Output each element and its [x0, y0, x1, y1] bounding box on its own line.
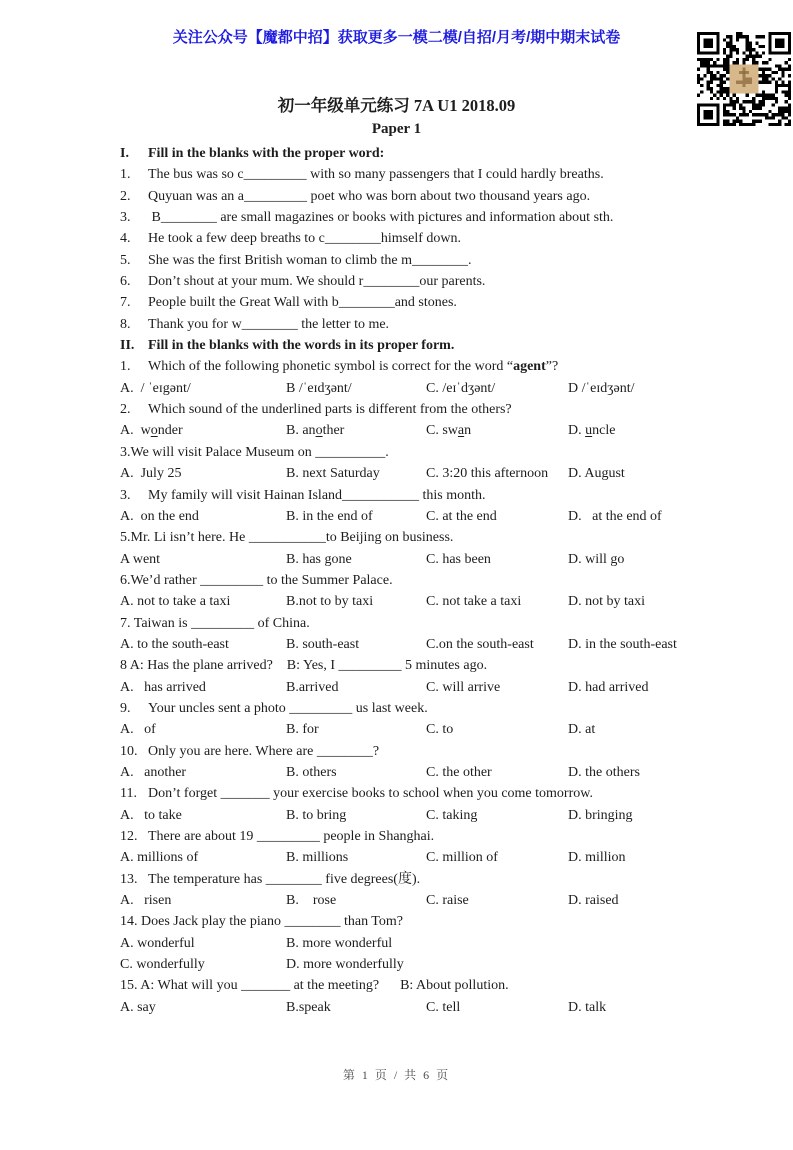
- question-line: [120, 783, 780, 804]
- text-segment: B. rose: [286, 893, 337, 909]
- text-segment: 8 A: Has the plane arrived? B: Yes, I _________ 5 minutes ago.: [120, 658, 488, 674]
- option-cell: [286, 378, 352, 399]
- option-cell: [286, 719, 319, 740]
- question-line: [120, 186, 780, 207]
- text-segment: C. 3:20 this afternoon: [426, 466, 549, 482]
- text-segment: C. raise: [426, 893, 469, 909]
- text-segment: A. of: [120, 722, 156, 738]
- text-segment: C. will arrive: [426, 679, 501, 695]
- option-cell: [286, 506, 373, 527]
- option-cell: [568, 805, 633, 826]
- text-segment: ncle: [592, 423, 616, 439]
- text-segment: A. to take: [120, 807, 182, 823]
- page-title: 初一年级单元练习 7A U1 2018.09: [277, 96, 516, 115]
- question-line: [120, 164, 780, 185]
- option-cell: [120, 506, 199, 527]
- text-segment: D. had arrived: [568, 679, 649, 695]
- option-cell: [120, 847, 198, 868]
- item-text: [148, 488, 486, 503]
- item-number: 3.: [120, 210, 131, 226]
- option-cell: [568, 762, 640, 783]
- option-cell: [426, 997, 460, 1018]
- text-segment: My family will visit Hainan Island___________ this month.: [148, 487, 486, 503]
- item-number: 10.: [120, 743, 138, 759]
- option-cell: [426, 634, 534, 655]
- option-cell: [120, 420, 183, 441]
- item-text: [148, 167, 604, 182]
- text-segment: 7. Taiwan is _________ of China.: [120, 615, 310, 631]
- option-cell: [120, 933, 195, 954]
- option-cell: [426, 591, 521, 612]
- exam-page: [0, 28, 793, 1150]
- text-segment: D /ˈeɪdʒənt/: [568, 380, 635, 396]
- text-segment: ”?: [545, 359, 559, 375]
- item-text: [148, 253, 472, 268]
- text-segment: C. tell: [426, 999, 461, 1015]
- item-text: [148, 359, 558, 374]
- option-cell: [120, 719, 156, 740]
- item-text: [148, 829, 434, 844]
- options-row: [120, 506, 780, 527]
- text-segment: u: [585, 423, 593, 439]
- text-segment: A. not to take a taxi: [120, 594, 231, 610]
- text-segment: C. at the end: [426, 508, 497, 524]
- text-segment: Fill in the blanks with the proper word:: [148, 146, 385, 161]
- text-segment: C. the other: [426, 764, 492, 780]
- text-segment: ther: [322, 423, 345, 439]
- text-segment: B. south-east: [286, 636, 360, 652]
- item-number: 2.: [120, 188, 131, 204]
- qr-code-icon: [697, 32, 791, 126]
- item-number: 3.: [120, 487, 131, 503]
- option-cell: [286, 463, 380, 484]
- text-segment: B. in the end of: [286, 508, 373, 524]
- option-cell: [426, 719, 453, 740]
- text-segment: Thank you for w________ the letter to me.: [148, 316, 390, 332]
- item-number: 2.: [120, 402, 131, 418]
- text-segment: B.speak: [286, 999, 331, 1015]
- option-cell: [120, 805, 182, 826]
- item-number: 8.: [120, 316, 131, 332]
- text-segment: A. / ˈeɪgənt/: [120, 380, 191, 396]
- option-cell: [286, 997, 331, 1018]
- question-line: [120, 826, 780, 847]
- text-segment: D. more wonderfully: [286, 957, 404, 973]
- item-number: II.: [120, 338, 135, 354]
- options-row: [120, 762, 780, 783]
- item-number: 7.: [120, 295, 131, 311]
- text-segment: o: [150, 423, 158, 439]
- question-line: [120, 570, 780, 591]
- text-segment: 15. A: What will you _______ at the meeting? B: About pollution.: [120, 978, 509, 994]
- item-number: 1.: [120, 359, 131, 375]
- question-line: [120, 698, 780, 719]
- options-row: [120, 677, 780, 698]
- text-segment: B. millions: [286, 850, 349, 866]
- item-number: I.: [120, 146, 129, 161]
- option-cell: [568, 890, 619, 911]
- text-segment: 5.Mr. Li isn’t here. He ___________to Beijing on business.: [120, 530, 454, 546]
- item-text: [148, 146, 384, 161]
- text-segment: D. in the south-east: [568, 636, 677, 652]
- option-cell: [286, 847, 348, 868]
- question-line: [120, 613, 780, 634]
- options-row: [120, 549, 780, 570]
- item-text: [148, 872, 420, 887]
- text-segment: Quyuan was an a_________ poet who was born about two thousand years ago.: [148, 188, 591, 204]
- text-segment: A. another: [120, 764, 187, 780]
- item-number: 4.: [120, 231, 131, 247]
- item-text: [148, 744, 379, 759]
- option-cell: [286, 420, 344, 441]
- exam-body: [120, 143, 780, 1018]
- text-segment: B. an: [286, 423, 316, 439]
- item-number: 1.: [120, 167, 131, 183]
- text-segment: A. wonderful: [120, 935, 195, 951]
- item-number: 11.: [120, 786, 137, 802]
- text-segment: A. risen: [120, 893, 172, 909]
- option-cell: [120, 997, 156, 1018]
- text-segment: B.not to by taxi: [286, 594, 374, 610]
- option-cell: [426, 762, 492, 783]
- question-line: [120, 527, 780, 548]
- qr-code-pattern: [697, 32, 791, 126]
- option-cell: [568, 997, 606, 1018]
- text-segment: B /ˈeɪdʒənt/: [286, 380, 352, 396]
- item-text: [148, 402, 512, 417]
- question-line: [120, 655, 780, 676]
- text-segment: C. has been: [426, 551, 491, 567]
- text-segment: o: [315, 423, 323, 439]
- text-segment: Which sound of the underlined parts is different from the others?: [148, 402, 512, 418]
- options-row: [120, 997, 780, 1018]
- option-cell: [568, 677, 648, 698]
- text-segment: D. the others: [568, 764, 640, 780]
- promo-banner: 关注公众号【魔都中招】获取更多一模二模/自招/月考/期中期末试卷: [172, 29, 621, 46]
- option-cell: [286, 954, 404, 975]
- item-text: [148, 701, 428, 716]
- text-segment: D. at the end of: [568, 508, 662, 524]
- question-line: [120, 399, 780, 420]
- option-cell: [426, 420, 471, 441]
- text-segment: D. million: [568, 850, 626, 866]
- options-row: [120, 847, 780, 868]
- item-text: [148, 231, 461, 246]
- option-cell: [286, 549, 352, 570]
- text-segment: C. /eɪˈdʒənt/: [426, 380, 496, 396]
- option-cell: [568, 847, 626, 868]
- text-segment: Don’t forget _______ your exercise books to school when you come tomorrow.: [148, 786, 593, 802]
- options-row: [120, 933, 780, 954]
- page-number-indicator: 第 1 页 / 共 6 页: [342, 1068, 451, 1082]
- option-cell: [120, 762, 186, 783]
- paper-subtitle: Paper 1: [371, 121, 422, 137]
- text-segment: Fill in the blanks with the words in its proper form.: [148, 338, 455, 354]
- item-text: [148, 189, 590, 204]
- text-segment: D. talk: [568, 999, 607, 1015]
- text-segment: A. w: [120, 423, 151, 439]
- text-segment: n: [464, 423, 472, 439]
- text-segment: C. not take a taxi: [426, 594, 522, 610]
- question-line: [120, 442, 780, 463]
- options-row: [120, 378, 780, 399]
- question-line: [120, 207, 780, 228]
- question-line: [120, 485, 780, 506]
- option-cell: [286, 762, 337, 783]
- text-segment: Only you are here. Where are ________?: [148, 743, 380, 759]
- option-cell: [568, 420, 615, 441]
- question-line: [120, 975, 780, 996]
- text-segment: He took a few deep breaths to c________himself down.: [148, 231, 461, 247]
- text-segment: D. at: [568, 722, 596, 738]
- text-segment: A. on the end: [120, 508, 199, 524]
- text-segment: C. taking: [426, 807, 478, 823]
- text-segment: A. July 25: [120, 466, 182, 482]
- option-cell: [426, 677, 500, 698]
- option-cell: [426, 890, 469, 911]
- item-text: [148, 317, 389, 332]
- question-line: [120, 250, 780, 271]
- text-segment: Your uncles sent a photo _________ us last week.: [148, 700, 428, 716]
- text-segment: B.arrived: [286, 679, 339, 695]
- item-number: 13.: [120, 871, 138, 887]
- item-number: 5.: [120, 252, 131, 268]
- text-segment: B. more wonderful: [286, 935, 393, 951]
- option-cell: [120, 591, 230, 612]
- text-segment: C. wonderfully: [120, 957, 205, 973]
- options-row: [120, 805, 780, 826]
- option-cell: [568, 378, 634, 399]
- text-segment: 3.We will visit Palace Museum on __________.: [120, 444, 389, 460]
- section-heading: [120, 335, 780, 356]
- option-cell: [426, 378, 495, 399]
- option-cell: [286, 805, 346, 826]
- text-segment: B. others: [286, 764, 337, 780]
- question-line: [120, 314, 780, 335]
- text-segment: Which of the following phonetic symbol is correct for the word “: [148, 359, 514, 375]
- text-segment: B. for: [286, 722, 319, 738]
- options-row: [120, 591, 780, 612]
- question-line: [120, 356, 780, 377]
- options-row: [120, 954, 780, 975]
- text-segment: D. raised: [568, 893, 619, 909]
- option-cell: [286, 933, 392, 954]
- option-cell: [286, 591, 373, 612]
- question-line: [120, 292, 780, 313]
- item-text: [148, 295, 457, 310]
- item-text: [148, 274, 485, 289]
- option-cell: [286, 677, 338, 698]
- text-segment: D. bringing: [568, 807, 633, 823]
- option-cell: [426, 549, 491, 570]
- question-line: [120, 741, 780, 762]
- option-cell: [568, 591, 645, 612]
- option-cell: [120, 549, 160, 570]
- text-segment: B________ are small magazines or books with pictures and information about sth.: [148, 210, 614, 226]
- item-number: 9.: [120, 700, 131, 716]
- item-text: [148, 786, 593, 801]
- text-segment: 14. Does Jack play the piano ________ than Tom?: [120, 914, 403, 930]
- text-segment: The temperature has ________ five degrees(度).: [148, 871, 421, 887]
- options-row: [120, 420, 780, 441]
- option-cell: [120, 463, 181, 484]
- option-cell: [426, 805, 477, 826]
- item-number: 12.: [120, 829, 138, 844]
- text-segment: agent: [513, 359, 546, 375]
- option-cell: [568, 719, 595, 740]
- text-segment: A. to the south-east: [120, 636, 229, 652]
- option-cell: [286, 890, 336, 911]
- text-segment: 6.We’d rather _________ to the Summer Palace.: [120, 572, 393, 588]
- section-heading: [120, 143, 780, 164]
- option-cell: [568, 634, 677, 655]
- text-segment: D.: [568, 423, 586, 439]
- text-segment: The bus was so c_________ with so many passengers that I could hardly breaths.: [148, 167, 604, 183]
- text-segment: B. to bring: [286, 807, 347, 823]
- text-segment: B. next Saturday: [286, 466, 380, 482]
- option-cell: [426, 463, 548, 484]
- item-text: [148, 338, 454, 353]
- text-segment: C.on the south-east: [426, 636, 534, 652]
- option-cell: [120, 634, 229, 655]
- text-segment: D. August: [568, 466, 625, 482]
- text-segment: Don’t shout at your mum. We should r________our parents.: [148, 274, 486, 290]
- question-line: [120, 228, 780, 249]
- question-line: [120, 911, 780, 932]
- option-cell: [120, 890, 171, 911]
- option-cell: [568, 506, 662, 527]
- text-segment: C. to: [426, 722, 454, 738]
- text-segment: a: [457, 423, 465, 439]
- text-segment: nder: [157, 423, 183, 439]
- text-segment: A. say: [120, 999, 156, 1015]
- options-row: [120, 719, 780, 740]
- text-segment: C. sw: [426, 423, 458, 439]
- options-row: [120, 463, 780, 484]
- text-segment: D. not by taxi: [568, 594, 645, 610]
- question-line: [120, 271, 780, 292]
- option-cell: [286, 634, 359, 655]
- options-row: [120, 634, 780, 655]
- option-cell: [568, 463, 625, 484]
- option-cell: [426, 506, 497, 527]
- options-row: [120, 890, 780, 911]
- option-cell: [120, 378, 191, 399]
- item-number: 6.: [120, 274, 131, 290]
- text-segment: A. millions of: [120, 850, 199, 866]
- text-segment: There are about 19 _________ people in Shanghai.: [148, 829, 435, 844]
- text-segment: A went: [120, 551, 161, 567]
- text-segment: A. has arrived: [120, 679, 206, 695]
- item-text: [148, 210, 613, 225]
- option-cell: [120, 954, 205, 975]
- option-cell: [426, 847, 498, 868]
- text-segment: B. has gone: [286, 551, 352, 567]
- text-segment: She was the first British woman to climb the m________.: [148, 252, 472, 268]
- text-segment: C. million of: [426, 850, 498, 866]
- option-cell: [120, 677, 206, 698]
- question-line: [120, 869, 780, 890]
- text-segment: D. will go: [568, 551, 625, 567]
- option-cell: [568, 549, 624, 570]
- text-segment: People built the Great Wall with b________and stones.: [148, 295, 457, 311]
